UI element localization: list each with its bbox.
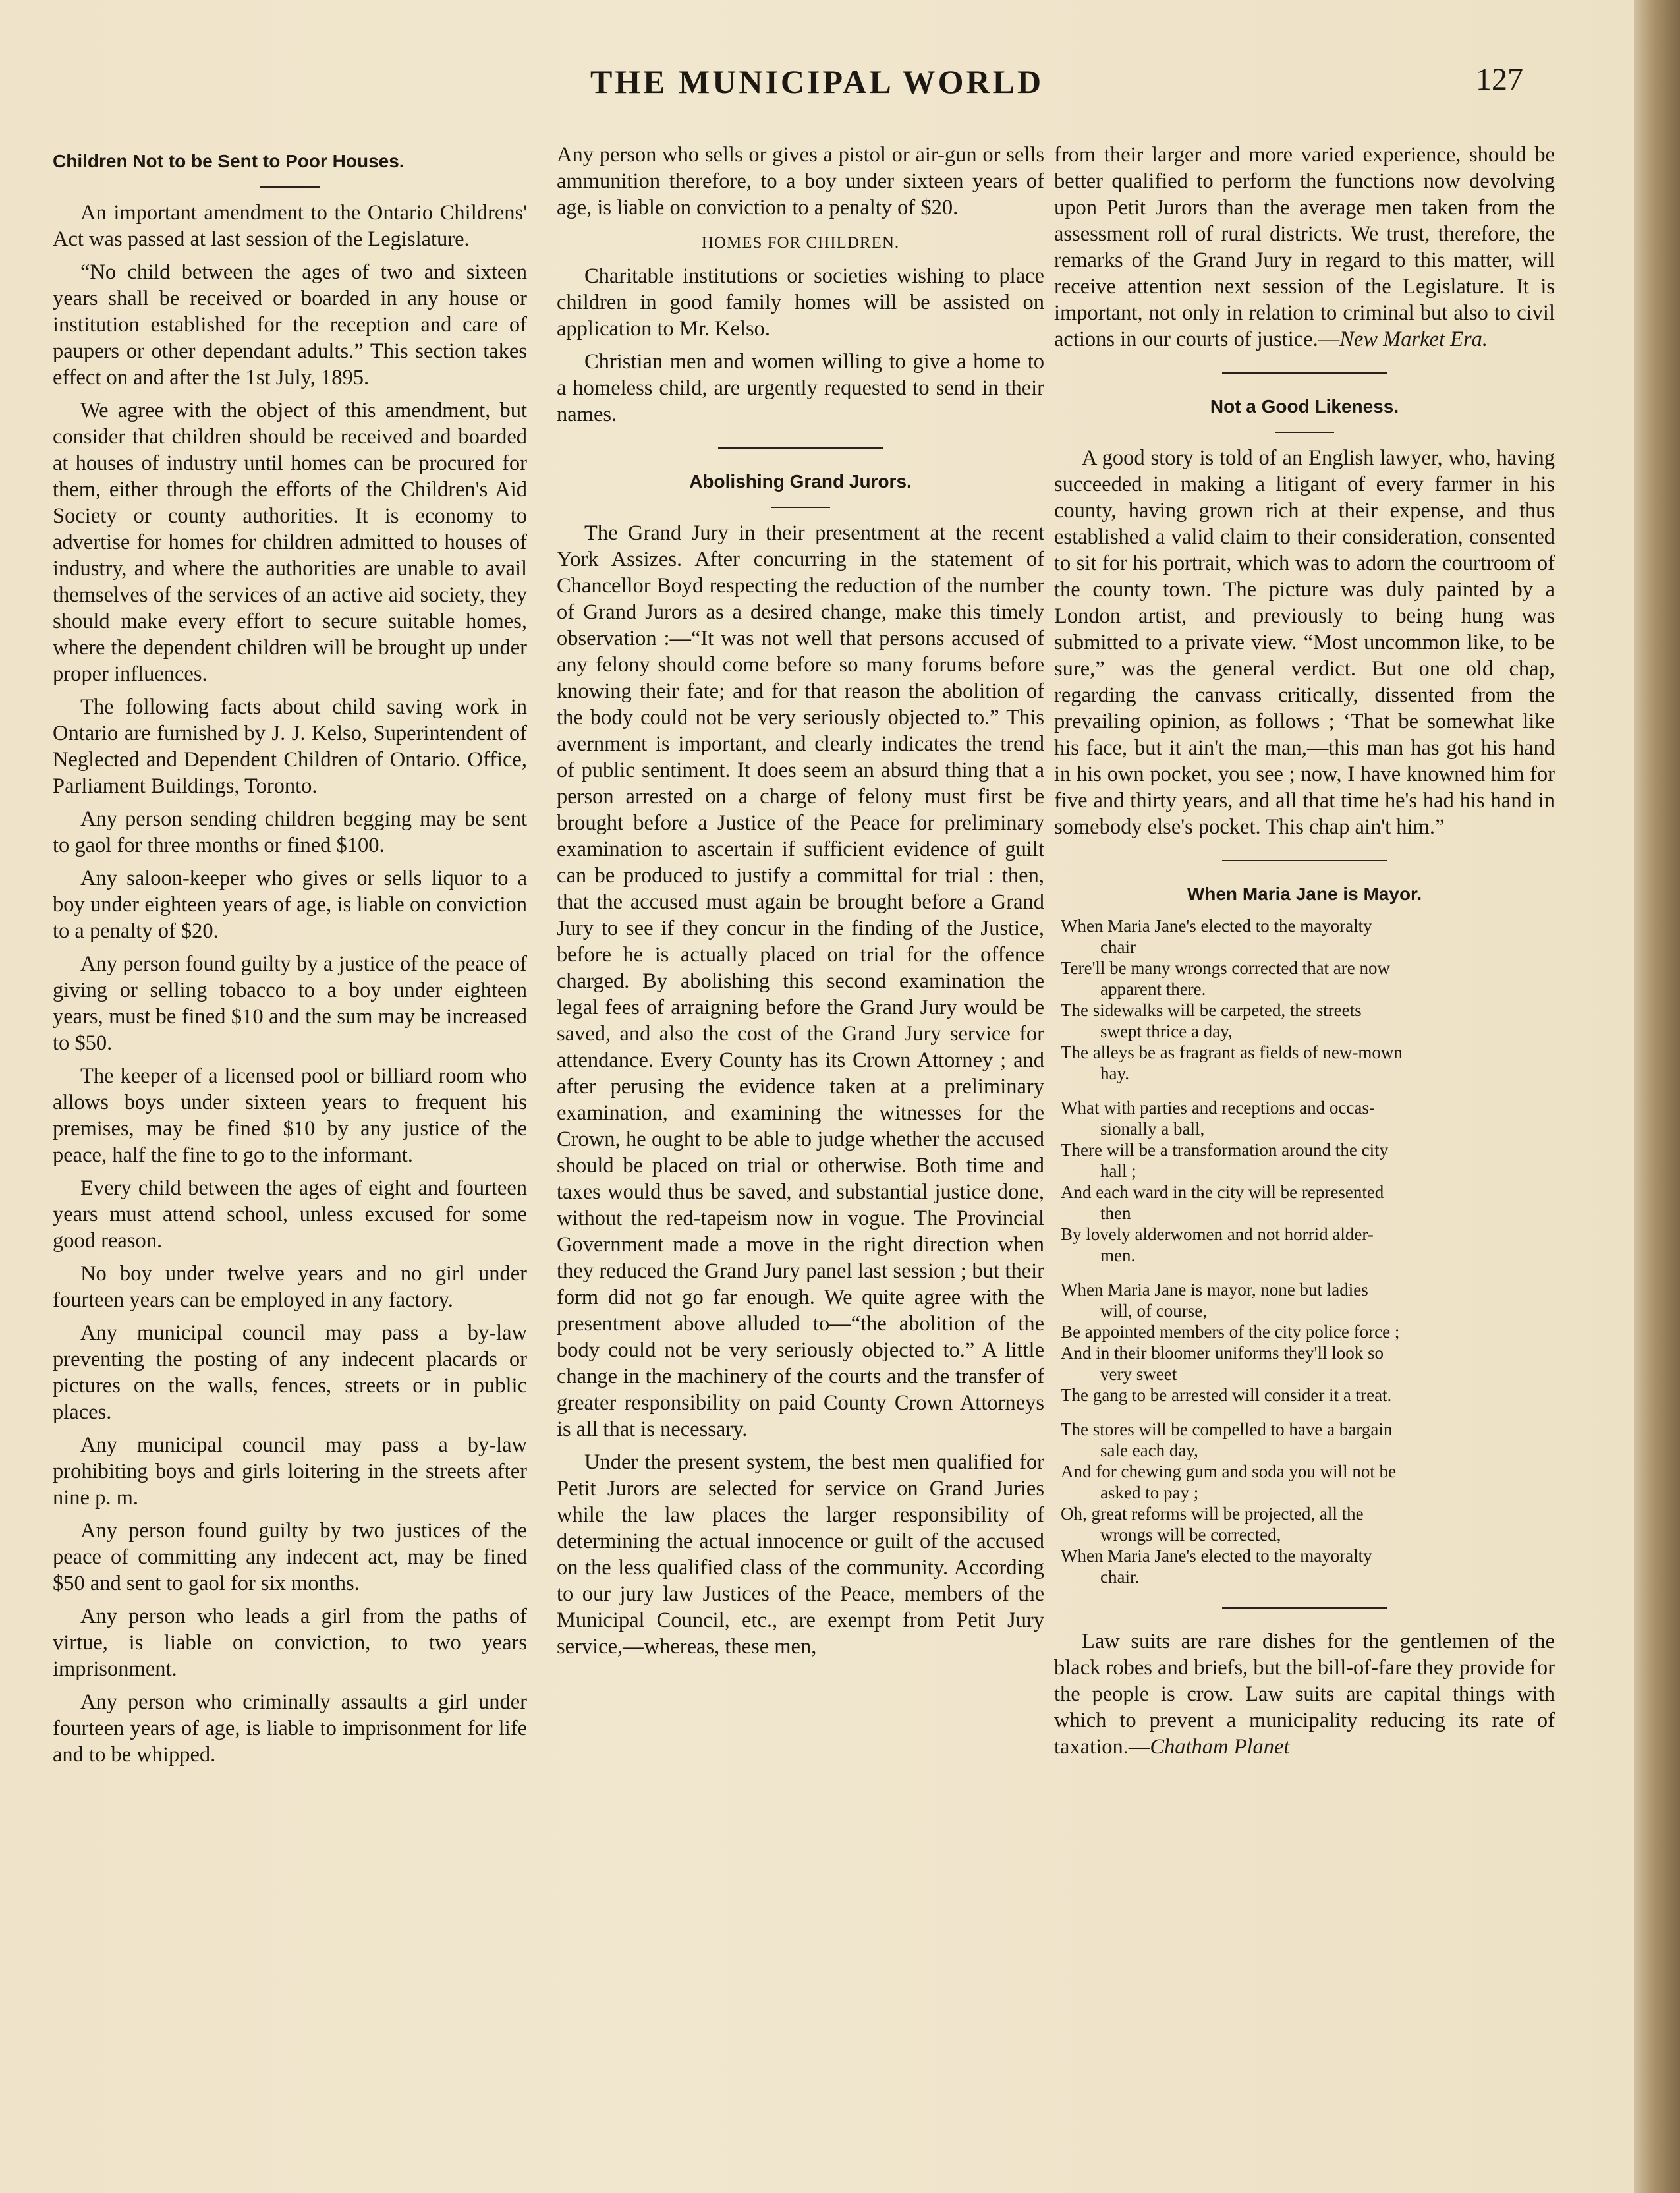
paragraph: Any municipal council may pass a by-law prohibiting boys and girls loitering in the streets after nine p. m.: [53, 1433, 527, 1510]
divider: [771, 507, 830, 508]
paragraph: Under the present system, the best men qualified for Petit Jurors are selected for service on Grand Juries while the law places the larger responsibility of determining the actual innocence or guilt of the accused on the less qualified class of the community. According to our jury law Justices of the Peace, members of the Municipal Council, etc., are exempt from Petit Jury service,—whereas, these men,: [557, 1450, 1044, 1659]
article-title-children: Children Not to be Sent to Poor Houses.: [53, 151, 405, 171]
poem-line-text: There will be a transformation around the city: [1061, 1140, 1389, 1160]
poem-line: [1061, 1503, 1555, 1545]
page-number: 127: [1476, 62, 1523, 97]
paragraph: Christian men and women willing to give a home to a homeless child, are urgently requested to send in their names.: [557, 350, 1044, 426]
poem-line: [1061, 1000, 1555, 1042]
continuation-text: from their larger and more varied experience, should be better qualified to perform the functions now devolving upon Petit Jurors than the average men taken from the assessment roll of rural districts. We trust, therefore, the remarks of the Grand Jury in regard to this matter, will receive attention next session of the Legislature. It is important, not only in relation to criminal but also to civil actions in our courts of justice.—: [1054, 143, 1555, 351]
paragraph: An important amendment to the Ontario Childrens' Act was passed at last session of the Legislature.: [53, 201, 527, 251]
lawsuit-text: Law suits are rare dishes for the gentlemen of the black robes and briefs, but the bill-of-fare they provide for the people is crow. Law suits are capital things with which to prevent a municipality reducing its rate of taxation.—: [1054, 1630, 1555, 1759]
paragraph: Every child between the ages of eight and fourteen years must attend school, unless excused for some good reason.: [53, 1176, 527, 1253]
paragraph: Any person who criminally assaults a girl under fourteen years of age, is liable to imprisonment for life and to be whipped.: [53, 1690, 527, 1767]
poem-line: [1061, 957, 1555, 1000]
poem-title: When Maria Jane is Mayor.: [1187, 884, 1422, 904]
paragraph: The following facts about child saving work in Ontario are furnished by J. J. Kelso, Superintendent of Neglected and Dependent Children of Ontario. Office, Parliament Buildings, Toronto.: [53, 695, 527, 798]
divider: [718, 447, 883, 449]
poem-line-text: And each ward in the city will be represented: [1061, 1182, 1384, 1202]
poem-line-continuation: very sweet: [1100, 1364, 1177, 1384]
paragraph: We agree with the object of this amendment, but consider that children should be received and boarded at houses of industry until homes can be procured for them, either through the efforts of the Children's Aid Society or county authorities. It is economy to advertise for homes for children admitted to houses of industry, and where the authorities are unable to avail themselves of the services of an active aid society, they should make every effort to secure suitable homes, where the dependent children will be brought up under proper influences.: [53, 399, 527, 686]
poem-line-text: The stores will be compelled to have a bargain: [1061, 1419, 1393, 1439]
poem-line-text: When Maria Jane's elected to the mayoralty: [1061, 1546, 1372, 1566]
poem-line: [1061, 1419, 1555, 1461]
poem-line-continuation: then: [1100, 1203, 1131, 1223]
page-header: [0, 63, 1634, 115]
article-title-likeness: Not a Good Likeness.: [1210, 396, 1399, 416]
subhead-homes: HOMES FOR CHILDREN.: [701, 234, 900, 252]
poem-line-text: The gang to be arrested will consider it a treat.: [1061, 1385, 1392, 1405]
paragraph: Any person found guilty by two justices of the peace of committing any indecent act, may be fined $50 and sent to gaol for six months.: [53, 1519, 527, 1595]
poem-line: [1061, 1342, 1555, 1384]
poem-line: [1061, 1182, 1555, 1224]
poem-line: [1061, 1097, 1555, 1139]
source-attribution: Chatham Planet: [1150, 1735, 1290, 1759]
poem-line-text: When Maria Jane is mayor, none but ladies: [1061, 1280, 1368, 1299]
paragraph: Any saloon-keeper who gives or sells liquor to a boy under eighteen years of age, is liable on conviction to a penalty of $20.: [53, 867, 527, 943]
article-body-grand-jurors: [557, 520, 1044, 1660]
divider: [260, 186, 320, 188]
article-body-children: [53, 200, 527, 1768]
paragraph: Any person sending children begging may be sent to gaol for three months or fined $100.: [53, 807, 527, 857]
poem-line-continuation: hay.: [1100, 1064, 1129, 1083]
column-1: [53, 142, 527, 1775]
paragraph: Any person found guilty by a justice of the peace of giving or selling tobacco to a boy under eighteen years, must be fined $10 and the sum may be increased to $50.: [53, 952, 527, 1055]
poem-line-continuation: swept thrice a day,: [1100, 1021, 1233, 1041]
poem-line-continuation: chair: [1100, 937, 1136, 957]
paragraph: The keeper of a licensed pool or billiard room who allows boys under sixteen years to frequent his premises, may be fined $10 by any justice of the peace, half the fine to go to the informant.: [53, 1064, 527, 1167]
paragraph: “No child between the ages of two and sixteen years shall be received or boarded in any house or institution established for the reception and care of paupers or other dependant adults.” This section takes effect on and after the 1st July, 1895.: [53, 260, 527, 389]
poem-line-text: When Maria Jane's elected to the mayoralty: [1061, 916, 1372, 936]
poem-line: [1061, 1224, 1555, 1266]
poem-line: [1061, 1461, 1555, 1503]
poem-line: [1061, 1279, 1555, 1321]
binding-edge: [1634, 0, 1680, 2193]
paragraph: No boy under twelve years and no girl under fourteen years can be employed in any factory.: [53, 1262, 527, 1312]
poem-line: [1061, 1545, 1555, 1587]
paragraph: Any person who sells or gives a pistol or air-gun or sells ammunition therefore, to a boy under sixteen years of age, is liable on conviction to a penalty of $20.: [557, 143, 1044, 219]
poem-line-text: Be appointed members of the city police force ;: [1061, 1322, 1400, 1342]
paragraph-continuation: [1054, 142, 1555, 353]
poem-line-text: Tere'll be many wrongs corrected that are now: [1061, 958, 1391, 978]
poem-line: [1061, 1321, 1555, 1342]
poem-line-text: What with parties and receptions and occas-: [1061, 1098, 1375, 1118]
divider: [1222, 860, 1387, 861]
poem-line: [1061, 915, 1555, 957]
poem-line-text: By lovely alderwomen and not horrid alder-: [1061, 1224, 1374, 1244]
homes-body: [557, 263, 1044, 428]
poem-line-continuation: wrongs will be corrected,: [1100, 1525, 1281, 1545]
poem-line-text: Oh, great reforms will be projected, all the: [1061, 1504, 1364, 1524]
poem-line-text: And in their bloomer uniforms they'll look so: [1061, 1343, 1384, 1363]
paragraph: A good story is told of an English lawyer, who, having succeeded in making a litigant of every farmer in his county, having grown rich at their expense, and thus established a valid claim to their consideration, consented to sit for his portrait, which was to adorn the courtroom of the county town. The picture was duly painted by a London artist, and previously to being hung was submitted to a private view. “Most uncommon like, to be sure,” was the general verdict. But one old chap, regarding the canvass critically, dissented from the prevailing opinion, as follows ; ‘That be somewhat like his face, but it ain't the man,—this man has got his hand in his own pocket, you see ; now, I have knowned him for five and thirty years, and all that time he's had his hand in somebody else's pocket. This chap ain't him.”: [1054, 446, 1555, 839]
poem-line: [1061, 1384, 1555, 1406]
source-attribution: New Market Era.: [1339, 328, 1488, 351]
poem-line-text: The alleys be as fragrant as fields of new-mown: [1061, 1042, 1403, 1062]
paragraph: Charitable institutions or societies wishing to place children in good family homes will be assisted on application to Mr. Kelso.: [557, 264, 1044, 341]
poem-line-continuation: will, of course,: [1100, 1301, 1207, 1321]
poem-line-continuation: men.: [1100, 1245, 1136, 1265]
column-3: [1054, 142, 1555, 1767]
poem-stanza: [1061, 1279, 1555, 1406]
poem-stanza: [1061, 915, 1555, 1084]
poem-line-continuation: sale each day,: [1100, 1440, 1198, 1460]
poem-line-continuation: sionally a ball,: [1100, 1119, 1205, 1139]
poem-line-continuation: asked to pay ;: [1100, 1483, 1199, 1502]
divider: [1275, 432, 1334, 433]
poem-line-continuation: chair.: [1100, 1567, 1140, 1587]
divider: [1222, 372, 1387, 374]
poem-line: [1061, 1042, 1555, 1084]
masthead-title: THE MUNICIPAL WORLD: [590, 63, 1044, 100]
poem-stanza: [1061, 1419, 1555, 1587]
poem-line: [1061, 1139, 1555, 1182]
paragraph: Any person who leads a girl from the paths of virtue, is liable on conviction, to two years imprisonment.: [53, 1605, 527, 1681]
poem-line-continuation: hall ;: [1100, 1161, 1136, 1181]
column-2: [557, 142, 1044, 1666]
divider: [1222, 1607, 1387, 1609]
poem: [1061, 915, 1555, 1587]
poem-line-text: And for chewing gum and soda you will not be: [1061, 1462, 1397, 1481]
paragraph: Any municipal council may pass a by-law preventing the posting of any indecent placards or pictures on the walls, fences, streets or in public places.: [53, 1321, 527, 1424]
paragraph: The Grand Jury in their presentment at the recent York Assizes. After concurring in the statement of Chancellor Boyd respecting the reduction of the number of Grand Jurors as a desired change, make this timely observation :—“It was not well that persons accused of any felony should come before so many forums before knowing their fate; and for that reason the abolition of the body could not be very seriously objected to.” This avernment is important, and clearly indicates the trend of public sentiment. It does seem an absurd thing that a person arrested on a charge of felony must first be brought before a Justice of the Peace for preliminary examination to ascertain if sufficient evidence of guilt can be produced to justify a committal for trial : then, that the accused must again be brought before a Grand Jury to see if they concur in the finding of the Justice, before he is actually placed on trial for the offence charged. By abolishing this second examination the legal fees of arraigning before the Grand Jury would be saved, and also the cost of the Grand Jury service for attendance. Every County has its Crown Attorney ; and after perusing the evidence taken at a preliminary examination, and examining the witnesses for the Crown, he ought to be able to judge whether the accused should be placed on trial or otherwise. Both time and taxes would thus be saved, and substantial justice done, without the red-tapeism now in vogue. The Provincial Government made a move in the right direction when they reduced the Grand Jury panel last session ; but their form did not go far enough. We quite agree with the presentment above alluded to—“the abolition of the body could not be very seriously objected to.” A little change in the machinery of the courts and the transfer of greater responsibility on paid County Crown Attorneys is all that is necessary.: [557, 521, 1044, 1441]
article-title-grand-jurors: Abolishing Grand Jurors.: [689, 471, 912, 492]
paragraph: [1054, 1628, 1555, 1760]
poem-line-text: The sidewalks will be carpeted, the streets: [1061, 1000, 1362, 1020]
poem-line-continuation: apparent there.: [1100, 979, 1206, 999]
poem-stanza: [1061, 1097, 1555, 1266]
